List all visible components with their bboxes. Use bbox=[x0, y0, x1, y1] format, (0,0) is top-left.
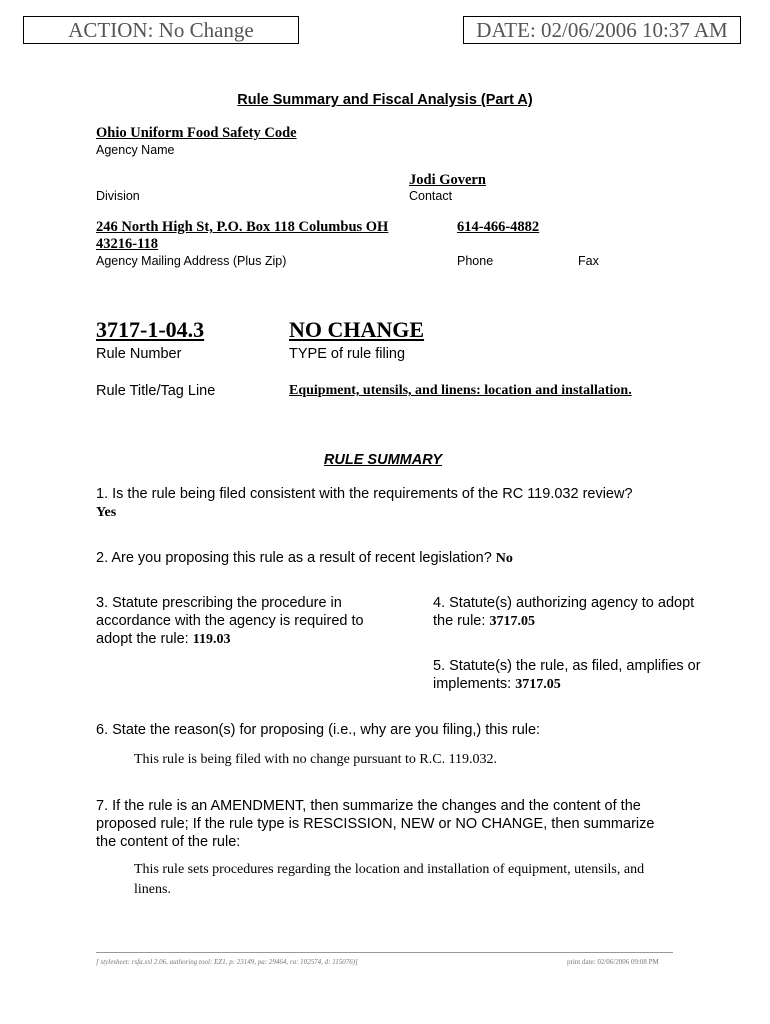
filing-type-label: TYPE of rule filing bbox=[289, 346, 406, 362]
page-title: Rule Summary and Fiscal Analysis (Part A) bbox=[237, 92, 533, 108]
question-5 bbox=[433, 657, 723, 694]
fax-label: Fax bbox=[578, 254, 599, 268]
address-line2: 43216-118 bbox=[96, 236, 159, 252]
question-1-text: 1. Is the rule being filed consistent with the requirements of the RC 119.032 review? bbox=[96, 486, 633, 502]
action-text: ACTION: No Change bbox=[68, 18, 254, 42]
question-3-text: 3. Statute prescribing the procedure in accordance with the agency is required to adopt the rule: bbox=[96, 595, 364, 647]
date-text: DATE: 02/06/2006 10:37 AM bbox=[476, 18, 728, 42]
phone-label: Phone bbox=[457, 254, 494, 268]
rule-title: Equipment, utensils, and linens: location and installation. bbox=[289, 383, 632, 398]
question-7-answer: This rule sets procedures regarding the location and installation of equipment, utensils, and linens. bbox=[134, 862, 645, 897]
division-label: Division bbox=[96, 189, 140, 203]
rule-title-label: Rule Title/Tag Line bbox=[96, 383, 216, 399]
question-5-text: 5. Statute(s) the rule, as filed, amplifies or implements: bbox=[433, 658, 701, 692]
question-6-answer: This rule is being filed with no change pursuant to R.C. 119.032. bbox=[134, 752, 498, 767]
question-4-text: 4. Statute(s) authorizing agency to adopt the rule: bbox=[433, 595, 695, 629]
question-2-text: 2. Are you proposing this rule as a result of recent legislation? bbox=[96, 550, 492, 566]
question-4-answer: 3717.05 bbox=[489, 614, 535, 629]
date-box bbox=[463, 16, 741, 44]
question-7: 7. If the rule is an AMENDMENT, then summarize the changes and the content of the proposed rule; If the rule type is RESCISSION, NEW or NO CHANGE, then summarize the content of the rule: bbox=[96, 798, 655, 850]
agency-name: Ohio Uniform Food Safety Code bbox=[96, 125, 297, 141]
rule-summary-heading: RULE SUMMARY bbox=[323, 452, 443, 468]
question-2-answer: No bbox=[495, 551, 513, 566]
rule-number: 3717-1-04.3 bbox=[96, 317, 205, 342]
phone-number: 614-466-4882 bbox=[457, 219, 540, 235]
contact-label: Contact bbox=[409, 189, 453, 203]
question-5-answer: 3717.05 bbox=[515, 677, 561, 692]
question-1-answer: Yes bbox=[96, 505, 117, 520]
filing-type: NO CHANGE bbox=[289, 317, 425, 342]
footer-divider bbox=[96, 952, 673, 953]
address-label: Agency Mailing Address (Plus Zip) bbox=[96, 254, 287, 268]
question-3 bbox=[96, 594, 391, 649]
footer-stylesheet-info: [ stylesheet: rsfa.xsl 2.06, authoring tool: EZ1, p: 23149, pa: 29464, ra: 102574, d: 115076)] bbox=[96, 958, 358, 966]
rule-number-label: Rule Number bbox=[96, 346, 182, 362]
question-6: 6. State the reason(s) for proposing (i.e., why are you filing,) this rule: bbox=[96, 722, 541, 738]
address-line1: 246 North High St, P.O. Box 118 Columbus OH bbox=[96, 219, 389, 235]
footer-print-date: print date: 02/06/2006 09:08 PM bbox=[567, 958, 659, 966]
action-box bbox=[23, 16, 299, 44]
question-1 bbox=[96, 485, 656, 522]
contact-name: Jodi Govern bbox=[409, 172, 486, 188]
question-4 bbox=[433, 594, 698, 631]
question-2 bbox=[96, 549, 513, 568]
agency-name-label: Agency Name bbox=[96, 143, 175, 157]
question-3-answer: 119.03 bbox=[192, 632, 231, 647]
